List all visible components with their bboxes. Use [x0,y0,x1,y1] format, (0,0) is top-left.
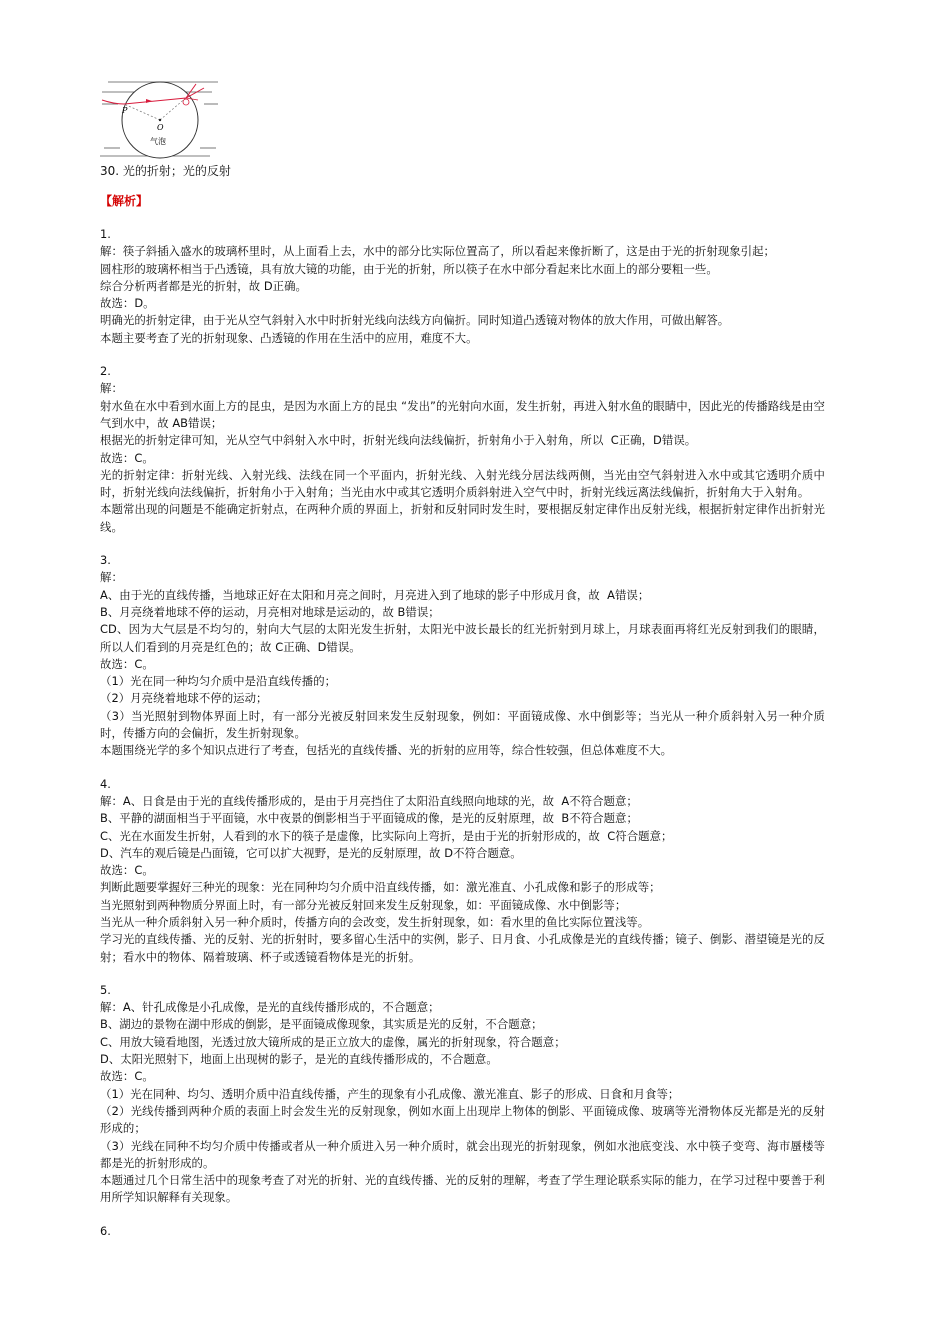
solution-section [100,363,825,536]
figure-caption: 30. 光的折射；光的反射 [100,164,231,178]
page-content [100,162,825,1256]
solution-line: 当光照射到两种物质分界面上时，有一部分光被反射回来发生反射现象，如：平面镜成像、水中倒影等； [100,897,627,912]
solution-line: 学习光的直线传播、光的反射、光的折射时，要多留心生活中的实例，影子、日月食、小孔成像是光的直线传播；镜子、倒影、潜望镜是光的反射；看水中的物体、隔着玻璃、杯子或透镜看物体是光的折射。 [100,932,825,964]
solution-line: C、光在水面发生折射，人看到的水下的筷子是虚像，比实际向上弯折，是由于光的折射形成的，故 C符合题意； [100,828,673,843]
solution-line: 解：A、针孔成像是小孔成像，是光的直线传播形成的，不合题意； [100,1000,440,1015]
solution-line: 解：A、日食是由于光的直线传播形成的，是由于月亮挡住了太阳沿直线照向地球的光，故 A不符合题意； [100,793,638,808]
solution-section [100,1223,825,1240]
solution-line: 综合分析两者都是光的折射，故 D正确。 [100,278,307,293]
solution-line: C、用放大镜看地图，光透过放大镜所成的是正立放大的虚像，属光的折射现象，符合题意； [100,1034,566,1049]
solution-line: 解： [100,570,123,585]
solution-line: 本题主要考查了光的折射现象、凸透镜的作用在生活中的应用，难度不大。 [100,330,478,345]
solution-section [100,982,825,1207]
solution-line: 当光从一种介质斜射入另一种介质时，传播方向的会改变，发生折射现象，如：看水里的鱼比实际位置浅等。 [100,914,650,929]
solution-line: 故选：C。 [100,863,154,878]
solution-line: （3）当光照射到物体界面上时，有一部分光被反射回来发生反射现象，例如：平面镜成像、水中倒影等；当光从一种介质斜射入另一种介质时，传播方向的会偏折，发生折射现象。 [100,708,825,741]
solution-line: A、由于光的直线传播，当地球正好在太阳和月亮之间时，月亮进入到了地球的影子中形成月食，故 A错误； [100,587,650,602]
solution-line: （3）光线在同种不均匀介质中传播或者从一种介质进入另一种介质时，就会出现光的折射现象，例如水池底变浅、水中筷子变弯、海市蜃楼等都是光的折射形成的。 [100,1138,825,1170]
solution-line: （1）光在同一种均匀介质中是沿直线传播的； [100,674,337,689]
solution-line: D、汽车的观后镜是凸面镜，它可以扩大视野，是光的反射原理，故 D不符合题意。 [100,845,522,860]
solution-line: 圆柱形的玻璃杯相当于凸透镜，具有放大镜的功能，由于光的折射，所以筷子在水中部分看起来比水面上的部分要粗一些。 [100,261,718,276]
solution-line: 本题通过几个日常生活中的现象考查了对光的折射、光的直线传播、光的反射的理解，考查了学生理论联系实际的能力，在学习过程中要善于利用所学知识解释有关现象。 [100,1173,825,1205]
solution-line: 故选：C。 [100,450,154,465]
section-number: 1. [100,227,111,241]
solution-line: 解： [100,381,123,396]
solution-line: 判断此题要掌握好三种光的现象：光在同种均匀介质中沿直线传播，如：激光准直、小孔成像和影子的形成等； [100,880,661,895]
analysis-heading: 【解析】 [100,194,149,208]
bubble-diagram [100,78,220,160]
solution-section [100,776,825,966]
solution-line: （1）光在同种、均匀、透明介质中沿直线传播，产生的现象有小孔成像、激光准直、影子的形成、日食和月食等； [100,1086,680,1101]
solution-line: CD、因为大气层是不均匀的，射向大气层的太阳光发生折射，太阳光中波长最长的红光折射到月球上，月球表面再将红光反射到我们的眼睛，所以人们看到的月亮是红色的；故 C正确、D错误。 [100,622,825,654]
solution-line: 光的折射定律：折射光线、入射光线、法线在同一个平面内，折射光线、入射光线分居法线两侧，当光由空气斜射进入水中或其它透明介质中时，折射光线向法线偏折，折射角小于入射角；当光由水中或其它透明介质斜射进入空气中时，折射光线远离法线偏折，折射角大于入射角。 [100,467,825,500]
solution-section [100,226,825,347]
label-bubble: 气泡 [150,137,166,146]
section-number: 6. [100,1223,111,1238]
solution-line: 故选：D。 [100,296,155,311]
solution-line: 根据光的折射定律可知，光从空气中斜射入水中时，折射光线向法线偏折，折射角小于入射角，所以 C正确，D错误。 [100,433,697,448]
section-number: 3. [100,553,111,568]
solution-line: （2）光线传播到两种介质的表面上时会发生光的反射现象，例如水面上出现岸上物体的倒影、平面镜成像、玻璃等光滑物体反光都是光的反射形成的； [100,1103,825,1136]
solution-line: 明确光的折射定律，由于光从空气斜射入水中时折射光线向法线方向偏折。同时知道凸透镜对物体的放大作用，可做出解答。 [100,313,730,328]
solution-line: 射水鱼在水中看到水面上方的昆虫，是因为水面上方的昆虫 “发出”的光射向水面，发生折射，再进入射水鱼的眼睛中，因此光的传播路线是由空气到水中，故 AB错误； [100,398,825,430]
solution-line: （2）月亮绕着地球不停的运动； [100,691,268,706]
solution-line: 故选：C。 [100,1069,154,1084]
bubble-refraction-figure [100,78,220,160]
solution-line: 本题围绕光学的多个知识点进行了考查，包括光的直线传播、光的折射的应用等，综合性较强，但总体难度不大。 [100,743,673,758]
solution-line: B、平静的湖面相当于平面镜，水中夜景的倒影相当于平面镜成的像，是光的反射原理，故 B不符合题意； [100,811,638,826]
section-number: 2. [100,364,111,379]
solution-line: B、湖边的景物在湖中形成的倒影，是平面镜成像现象，其实质是光的反射，不合题意； [100,1017,543,1032]
solution-line: D、太阳光照射下，地面上出现树的影子，是光的直线传播形成的，不合题意。 [100,1052,498,1067]
solution-line: 本题常出现的问题是不能确定折射点，在两种介质的界面上，折射和反射同时发生时，要根据反射定律作出反射光线，根据折射定律作出折射光线。 [100,502,825,534]
solution-line: 解：筷子斜插入盛水的玻璃杯里时，从上面看上去，水中的部分比实际位置高了，所以看起来像折断了，这是由于光的折射现象引起； [100,244,775,259]
solution-sections [100,226,825,1240]
label-o: O [157,123,164,132]
solution-line: B、月亮绕着地球不停的运动，月亮相对地球是运动的，故 B错误； [100,604,440,619]
label-p: P [122,106,128,115]
section-number: 4. [100,776,111,791]
solution-section [100,552,825,760]
solution-line: 故选：C。 [100,656,154,671]
section-number: 5. [100,982,111,997]
